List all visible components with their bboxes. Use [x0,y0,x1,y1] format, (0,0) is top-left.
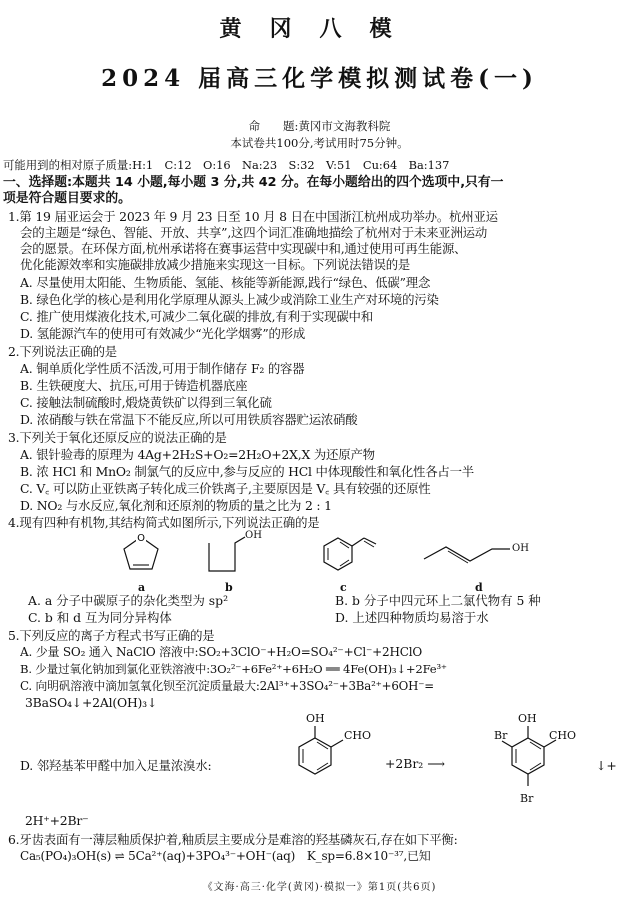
q3-option-d: D. NO₂ 与水反应,氧化剂和还原剂的物质的量之比为 2 : 1 [20,498,332,513]
q1-stem-line-4: 优化能源效率和实施碳排放减少措施来实现这一目标。下列说法错误的是 [20,257,411,272]
q3-option-b: B. 浓 HCl 和 MnO₂ 制氯气的反应中,参与反应的 HCl 中体现酸性和氧化性各占一半 [20,464,474,479]
q5-option-a: A. 少量 SO₂ 通入 NaClO 溶液中:SO₂+3ClO⁻+H₂O=SO₄²⁻+Cl⁻+2HClO [20,645,422,659]
molecule-a-label: a [138,581,146,594]
salicylaldehyde-structure [287,712,367,792]
main-title: 2024 届高三化学模拟测试卷(一) [101,65,538,92]
q1-option-d: D. 氢能源汽车的使用可有效减少“光化学烟雾”的形成 [20,326,306,341]
q1-option-b: B. 绿色化学的核心是利用化学原理从源头上减少或消除工业生产对环境的污染 [20,292,439,307]
q2-option-a: A. 铜单质化学性质不活泼,可用于制作储存 F₂ 的容器 [20,361,305,376]
exam-note: 本试卷共100分,考试用时75分钟。 [230,136,409,150]
q5-option-d-continuation: 2H⁺+2Br⁻ [25,813,89,828]
reactant-cho: CHO [344,729,372,742]
q2-stem: 2.下列说法正确的是 [8,344,117,359]
q3-option-c: C. V꜀ 可以防止亚铁离子转化成三价铁离子,主要原因是 V꜀ 具有较强的还原性 [20,481,431,496]
section-heading [3,175,633,207]
molecule-b-oh: OH [245,530,262,541]
q1-stem-line-3: 会的愿景。在环保方面,杭州承诺将在赛事运营中实现碳中和,通过使用可再生能源、 [20,241,467,256]
product-cho: CHO [549,729,577,742]
q4-stem: 4.现有四种有机物,其结构简式如图所示,下列说法正确的是 [8,515,320,530]
q1-option-c: C. 推广使用煤液化技术,可减少二氧化碳的排放,有利于实现碳中和 [20,309,373,324]
top-title: 黄冈八模 [219,16,420,42]
q4-option-a: A. a 分子中碳原子的杂化类型为 sp² [28,593,229,608]
author-line [0,118,639,134]
product-br-bottom: Br [520,792,534,805]
q3-option-a: A. 银针验毒的原理为 4Ag+2H₂S+O₂=2H₂O+2X,X 为还原产物 [20,447,375,462]
atomic-masses: 可能用到的相对原子质量:H:1 C:12 O:16 Na:23 S:32 V:51 Cu:64 Ba:137 [3,158,450,172]
q4-option-d: D. 上述四种物质均易溶于水 [335,610,489,625]
q2-option-b: B. 生铁硬度大、抗压,可用于铸造机器底座 [20,378,248,393]
q5-option-d: D. 邻羟基苯甲醛中加入足量浓溴水: [20,758,212,773]
q1-stem-line-1: 1.第 19 届亚运会于 2023 年 9 月 23 日至 10 月 8 日在中国浙江杭州成功举办。杭州亚运 [8,209,498,224]
q1-option-a: A. 尽量使用太阳能、生物质能、氢能、核能等新能源,践行“绿色、低碳”理念 [20,275,431,290]
q5-stem: 5.下列反应的离子方程式书写正确的是 [8,628,215,643]
q1-stem-line-2: 会的主题是“绿色、智能、开放、共享”,这四个词汇准确地描绘了杭州对于未来亚洲运动 [20,225,488,240]
product-br-left: Br [494,729,508,742]
molecule-c-structure [318,528,388,582]
author-label: 命 题: [248,119,299,133]
page-footer: 《文海·高三·化学(黄冈)·模拟一》第1页(共6页) [202,882,437,893]
q2-option-c: C. 接触法制硫酸时,煅烧黄铁矿以得到三氧化硫 [20,395,272,410]
q3-stem: 3.下列关于氧化还原反应的说法正确的是 [8,430,227,445]
molecule-c-label: c [340,581,347,594]
molecule-d-structure [420,535,520,575]
q5-option-b: B. 少量过氧化钠加到氯化亚铁溶液中:3O₂²⁻+6Fe²⁺+6H₂O ══ 4Fe(OH)₃↓+2Fe³⁺ [20,662,447,676]
reactant-oh: OH [306,712,325,725]
q5-option-c-line-2: 3BaSO₄↓+2Al(OH)₃↓ [25,695,158,710]
q6-line-1: 6.牙齿表面有一薄层釉质保护着,釉质层主要成分是难溶的羟基磷灰石,存在如下平衡: [8,832,458,847]
molecule-d-label: d [475,581,483,594]
q4-option-c: C. b 和 d 互为同分异构体 [28,610,172,625]
section-heading-line-1: 一、选择题:本题共 14 小题,每小题 3 分,共 42 分。在每小题给出的四个选项中,只有一 [3,175,504,190]
q2-option-d: D. 浓硝酸与铁在常温下不能反应,所以可用铁质容器贮运浓硝酸 [20,412,358,427]
svg-text:O: O [137,533,145,544]
product-oh: OH [518,712,537,725]
molecule-a-structure [118,531,164,581]
dibromo-product-structure [490,712,580,808]
q6-line-2: Ca₅(PO₄)₃OH(s) ⇌ 5Ca²⁺(aq)+3PO₄³⁻+OH⁻(aq) K_sp=6.8×10⁻³⁷,已知 [20,849,431,863]
molecule-b-label: b [225,581,233,594]
q4-option-b: B. b 分子中四元环上二氯代物有 5 种 [335,593,541,608]
author-name: 黄冈市文海教科院 [298,119,391,133]
q5-option-c-line-1: C. 向明矾溶液中滴加氢氧化钡至沉淀质量最大:2Al³⁺+3SO₄²⁻+3Ba²⁺+6OH⁻= [20,679,434,693]
molecule-d-oh: OH [512,543,529,554]
section-heading-line-2: 项是符合题目要求的。 [3,191,131,206]
q5-option-d-tail: ↓+ [596,758,617,773]
plus-bromine-arrow: +2Br₂ ⟶ [385,756,445,771]
